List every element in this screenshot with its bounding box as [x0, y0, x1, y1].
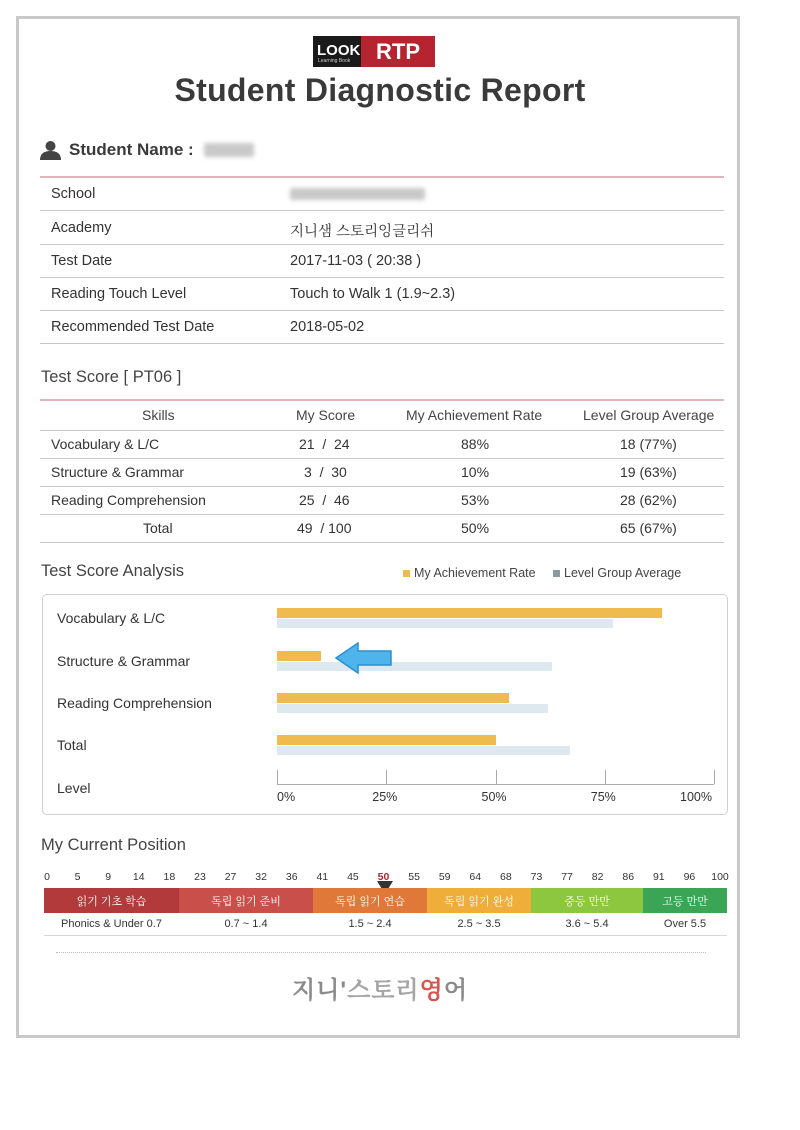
- cell-score: 25 / 46: [299, 492, 350, 508]
- analysis-title: Test Score Analysis: [41, 562, 185, 580]
- scale-number: 32: [255, 871, 267, 883]
- divider: [40, 176, 724, 178]
- info-label-school: School: [51, 186, 96, 202]
- cell-score: 21 / 24: [299, 436, 350, 452]
- cell-rate: 50%: [461, 520, 490, 536]
- level-band: 독립 읽기 완성: [427, 888, 531, 913]
- divider: [44, 935, 727, 936]
- look-logo: LOOK Learning Book: [313, 36, 361, 67]
- bar-group-average: [277, 662, 552, 671]
- cell-skill: Vocabulary & L/C: [51, 436, 160, 452]
- info-label-test-date: Test Date: [51, 253, 113, 269]
- scale-number: 59: [438, 871, 451, 883]
- level-band: 독립 읽기 연습: [313, 888, 427, 913]
- cell-skill: Structure & Grammar: [51, 464, 185, 480]
- info-label-recommended-date: Recommended Test Date: [51, 319, 215, 335]
- level-band: 중등 만만: [531, 888, 643, 913]
- cell-score: 49 / 100: [297, 520, 352, 536]
- info-value-academy: 지니샘 스토리잉글리쉬: [290, 224, 435, 240]
- cell-rate: 88%: [461, 436, 490, 452]
- bar-group-average: [277, 619, 613, 628]
- col-header-my-score: My Score: [296, 407, 356, 423]
- scale-number: 9: [105, 871, 112, 883]
- scale-number: 23: [194, 871, 206, 883]
- divider: [40, 343, 724, 344]
- legend-label: My Achievement Rate: [414, 566, 536, 580]
- level-band: 읽기 기초 학습: [44, 888, 179, 913]
- cell-average: 28 (62%): [620, 492, 677, 508]
- scale-number: 64: [469, 871, 482, 883]
- scale-number: 82: [591, 871, 604, 883]
- col-header-skills: Skills: [142, 407, 175, 423]
- bar-my-achievement: [277, 608, 662, 618]
- scale-number: 86: [622, 871, 635, 883]
- test-score-title: Test Score [ PT06 ]: [41, 368, 182, 386]
- scale-number: 77: [561, 871, 573, 883]
- student-name-label: Student Name :: [69, 140, 194, 159]
- scale-number: 14: [132, 871, 145, 883]
- chart-category-label: Vocabulary & L/C: [57, 610, 166, 626]
- bar-my-achievement: [277, 651, 321, 661]
- x-tick: [277, 770, 278, 784]
- level-band-range: 2.5 ~ 3.5: [457, 918, 501, 930]
- divider: [40, 310, 724, 311]
- bar-group-average: [277, 704, 548, 713]
- x-tick: [714, 770, 715, 784]
- scale-number: 0: [44, 871, 50, 883]
- divider: [40, 277, 724, 278]
- info-value-recommended-date: 2018-05-02: [290, 319, 365, 335]
- scale-number: 5: [74, 871, 81, 883]
- chart-category-label: Structure & Grammar: [57, 653, 191, 669]
- scale-number: 45: [347, 871, 359, 883]
- x-tick-label: 25%: [372, 790, 398, 804]
- divider: [40, 210, 724, 211]
- scale-number: 36: [285, 871, 298, 883]
- page-title: Student Diagnostic Report: [174, 72, 586, 108]
- scale-number: 27: [224, 871, 237, 883]
- footer-brand-logo: 지니'스토리영어: [291, 977, 468, 1004]
- legend-label: Level Group Average: [564, 566, 682, 580]
- cell-average: 65 (67%): [620, 520, 677, 536]
- pointer-arrow-icon: [334, 641, 394, 675]
- cell-average: 19 (63%): [620, 464, 677, 480]
- position-title: My Current Position: [41, 836, 186, 854]
- level-band: 독립 읽기 준비: [179, 888, 313, 913]
- divider: [40, 486, 724, 487]
- scale-number: 91: [652, 871, 665, 883]
- scale-number: 96: [683, 871, 696, 883]
- scale-number: 100: [711, 871, 729, 883]
- divider: [40, 430, 724, 431]
- x-tick-label: 100%: [680, 790, 712, 804]
- look-rtp-logo: [313, 36, 435, 67]
- cell-average: 18 (77%): [620, 436, 677, 452]
- scale-number: 68: [500, 871, 512, 883]
- bar-group-average: [277, 746, 570, 755]
- x-axis: [277, 784, 714, 785]
- level-band-range: 0.7 ~ 1.4: [224, 918, 268, 930]
- user-icon: [40, 141, 61, 160]
- dotted-divider: [56, 952, 706, 953]
- divider: [40, 244, 724, 245]
- x-tick-label: 0%: [277, 790, 296, 804]
- student-name-redacted: [204, 143, 254, 157]
- col-header-achievement: My Achievement Rate: [406, 407, 543, 423]
- scale-number: 73: [530, 871, 543, 883]
- chart-category-label: Total: [57, 737, 87, 753]
- info-value-test-date: 2017-11-03 ( 20:38 ): [290, 253, 422, 269]
- info-value-reading-level: Touch to Walk 1 (1.9~2.3): [290, 286, 456, 302]
- x-tick: [605, 770, 606, 784]
- legend-swatch: [553, 570, 560, 577]
- scale-number: 41: [316, 871, 329, 883]
- divider: [40, 514, 724, 515]
- x-tick-label: 50%: [481, 790, 507, 804]
- cell-rate: 53%: [461, 492, 490, 508]
- scale-number: 55: [408, 871, 420, 883]
- x-tick: [386, 770, 387, 784]
- x-tick: [496, 770, 497, 784]
- level-band-range: 1.5 ~ 2.4: [348, 918, 392, 930]
- level-band-range: Phonics & Under 0.7: [61, 918, 162, 930]
- level-band-range: Over 5.5: [663, 918, 707, 930]
- divider: [40, 399, 724, 401]
- scale-number: 18: [163, 871, 176, 883]
- scale-number: 50: [377, 871, 390, 883]
- divider: [40, 542, 724, 543]
- cell-skill: Reading Comprehension: [51, 492, 206, 508]
- rtp-logo: RTP: [361, 36, 435, 67]
- cell-score: 3 / 30: [304, 464, 347, 480]
- chart-axis-label: Level: [57, 780, 91, 796]
- bar-my-achievement: [277, 735, 496, 745]
- info-label-academy: Academy: [51, 220, 112, 236]
- bar-my-achievement: [277, 693, 509, 703]
- info-label-reading-level: Reading Touch Level: [51, 286, 187, 302]
- chart-category-label: Reading Comprehension: [57, 695, 212, 711]
- legend-my-achievement: [403, 566, 536, 580]
- student-name-row: [40, 140, 254, 160]
- level-band-range: 3.6 ~ 5.4: [565, 918, 609, 930]
- col-header-group-average: Level Group Average: [583, 407, 715, 423]
- cell-rate: 10%: [461, 464, 490, 480]
- legend-swatch: [403, 570, 410, 577]
- cell-skill: Total: [143, 520, 173, 536]
- legend-group-average: [553, 566, 681, 580]
- level-band: 고등 만만: [643, 888, 727, 913]
- x-tick-label: 75%: [590, 790, 616, 804]
- school-redacted: [290, 188, 425, 200]
- divider: [40, 458, 724, 459]
